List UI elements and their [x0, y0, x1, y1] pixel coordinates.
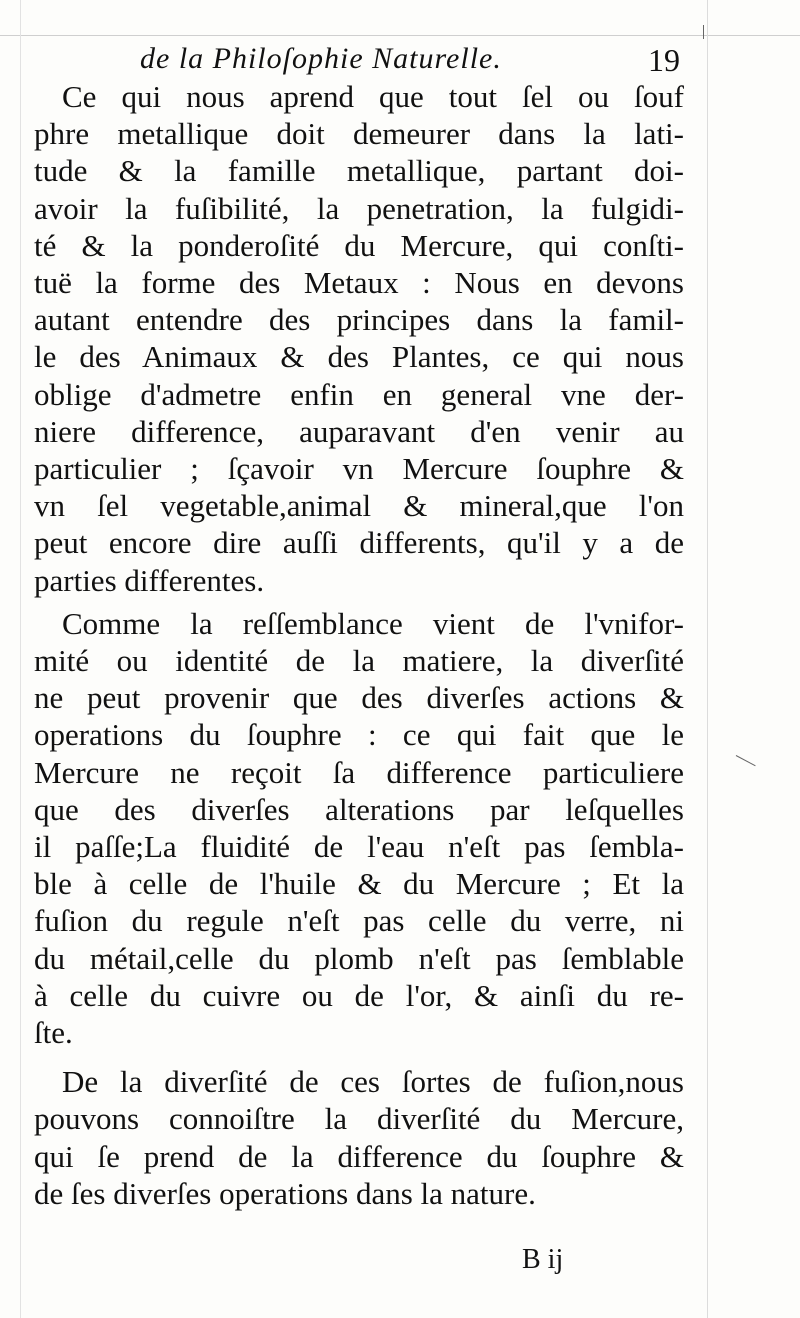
text-line: parties differentes. [34, 562, 265, 598]
scan-tick-mark [736, 755, 756, 766]
paragraph [34, 78, 684, 599]
text-line: té & la ponderoſité du Mercure, qui conſti- [34, 227, 684, 263]
text-line: du métail,celle du plomb n'eſt pas ſemblable [34, 940, 684, 976]
text-line: operations du ſouphre : ce qui fait que le [34, 717, 684, 753]
text-line: Comme la reſſemblance vient de l'vnifor- [62, 605, 684, 641]
text-line: autant entendre des principes dans la famil- [34, 302, 684, 338]
running-head: de la Philoſophie Naturelle. [140, 42, 502, 75]
text-line: niere difference, auparavant d'en venir au [34, 413, 684, 449]
text-line: vn ſel vegetable,animal & mineral,que l'on [34, 488, 684, 524]
paragraph [34, 1063, 684, 1212]
text-line: pouvons connoiſtre la diverſité du Mercure, [34, 1101, 684, 1137]
text-line: le des Animaux & des Plantes, ce qui nous [34, 339, 684, 375]
scan-top-rule [0, 35, 800, 36]
text-line: fuſion du regule n'eſt pas celle du verre, ni [34, 903, 684, 939]
text-line: ne peut provenir que des diverſes actions & [34, 680, 684, 716]
scan-right-rule [707, 0, 708, 1318]
signature-mark: B ij [522, 1244, 564, 1275]
scan-tick-mark [703, 25, 704, 39]
text-line: tude & la famille metallique, partant doi- [34, 153, 684, 189]
text-line: Mercure ne reçoit ſa difference particuliere [34, 754, 684, 790]
text-line: il paſſe;La fluidité de l'eau n'eſt pas ſembla- [34, 829, 684, 865]
text-line: à celle du cuivre ou de l'or, & ainſi du re- [34, 977, 684, 1013]
text-line: mité ou identité de la matiere, la diverſité [34, 643, 684, 679]
text-line: particulier ; ſçavoir vn Mercure ſouphre & [34, 451, 684, 487]
text-line: peut encore dire auſſi differents, qu'il y a de [34, 525, 684, 561]
text-line: tuë la forme des Metaux : Nous en devons [34, 265, 684, 301]
text-line: qui ſe prend de la difference du ſouphre & [34, 1138, 684, 1174]
text-line: avoir la fuſibilité, la penetration, la fulgidi- [34, 190, 684, 226]
text-line: De la diverſité de ces ſortes de fuſion,nous [62, 1064, 684, 1100]
text-line: ble à celle de l'huile & du Mercure ; Et la [34, 866, 684, 902]
text-line: que des diverſes alterations par leſquelles [34, 791, 684, 827]
paragraph [34, 605, 684, 1051]
text-line: oblige d'admetre enfin en general vne der- [34, 376, 684, 412]
text-line: Ce qui nous aprend que tout ſel ou ſouf [62, 79, 684, 114]
scan-left-rule [20, 0, 21, 1318]
body-text [34, 78, 684, 1212]
text-line: phre metallique doit demeurer dans la lati- [34, 116, 684, 152]
page-number: 19 [648, 42, 680, 78]
text-line: de ſes diverſes operations dans la nature. [34, 1175, 536, 1211]
text-line: ſte. [34, 1015, 73, 1051]
